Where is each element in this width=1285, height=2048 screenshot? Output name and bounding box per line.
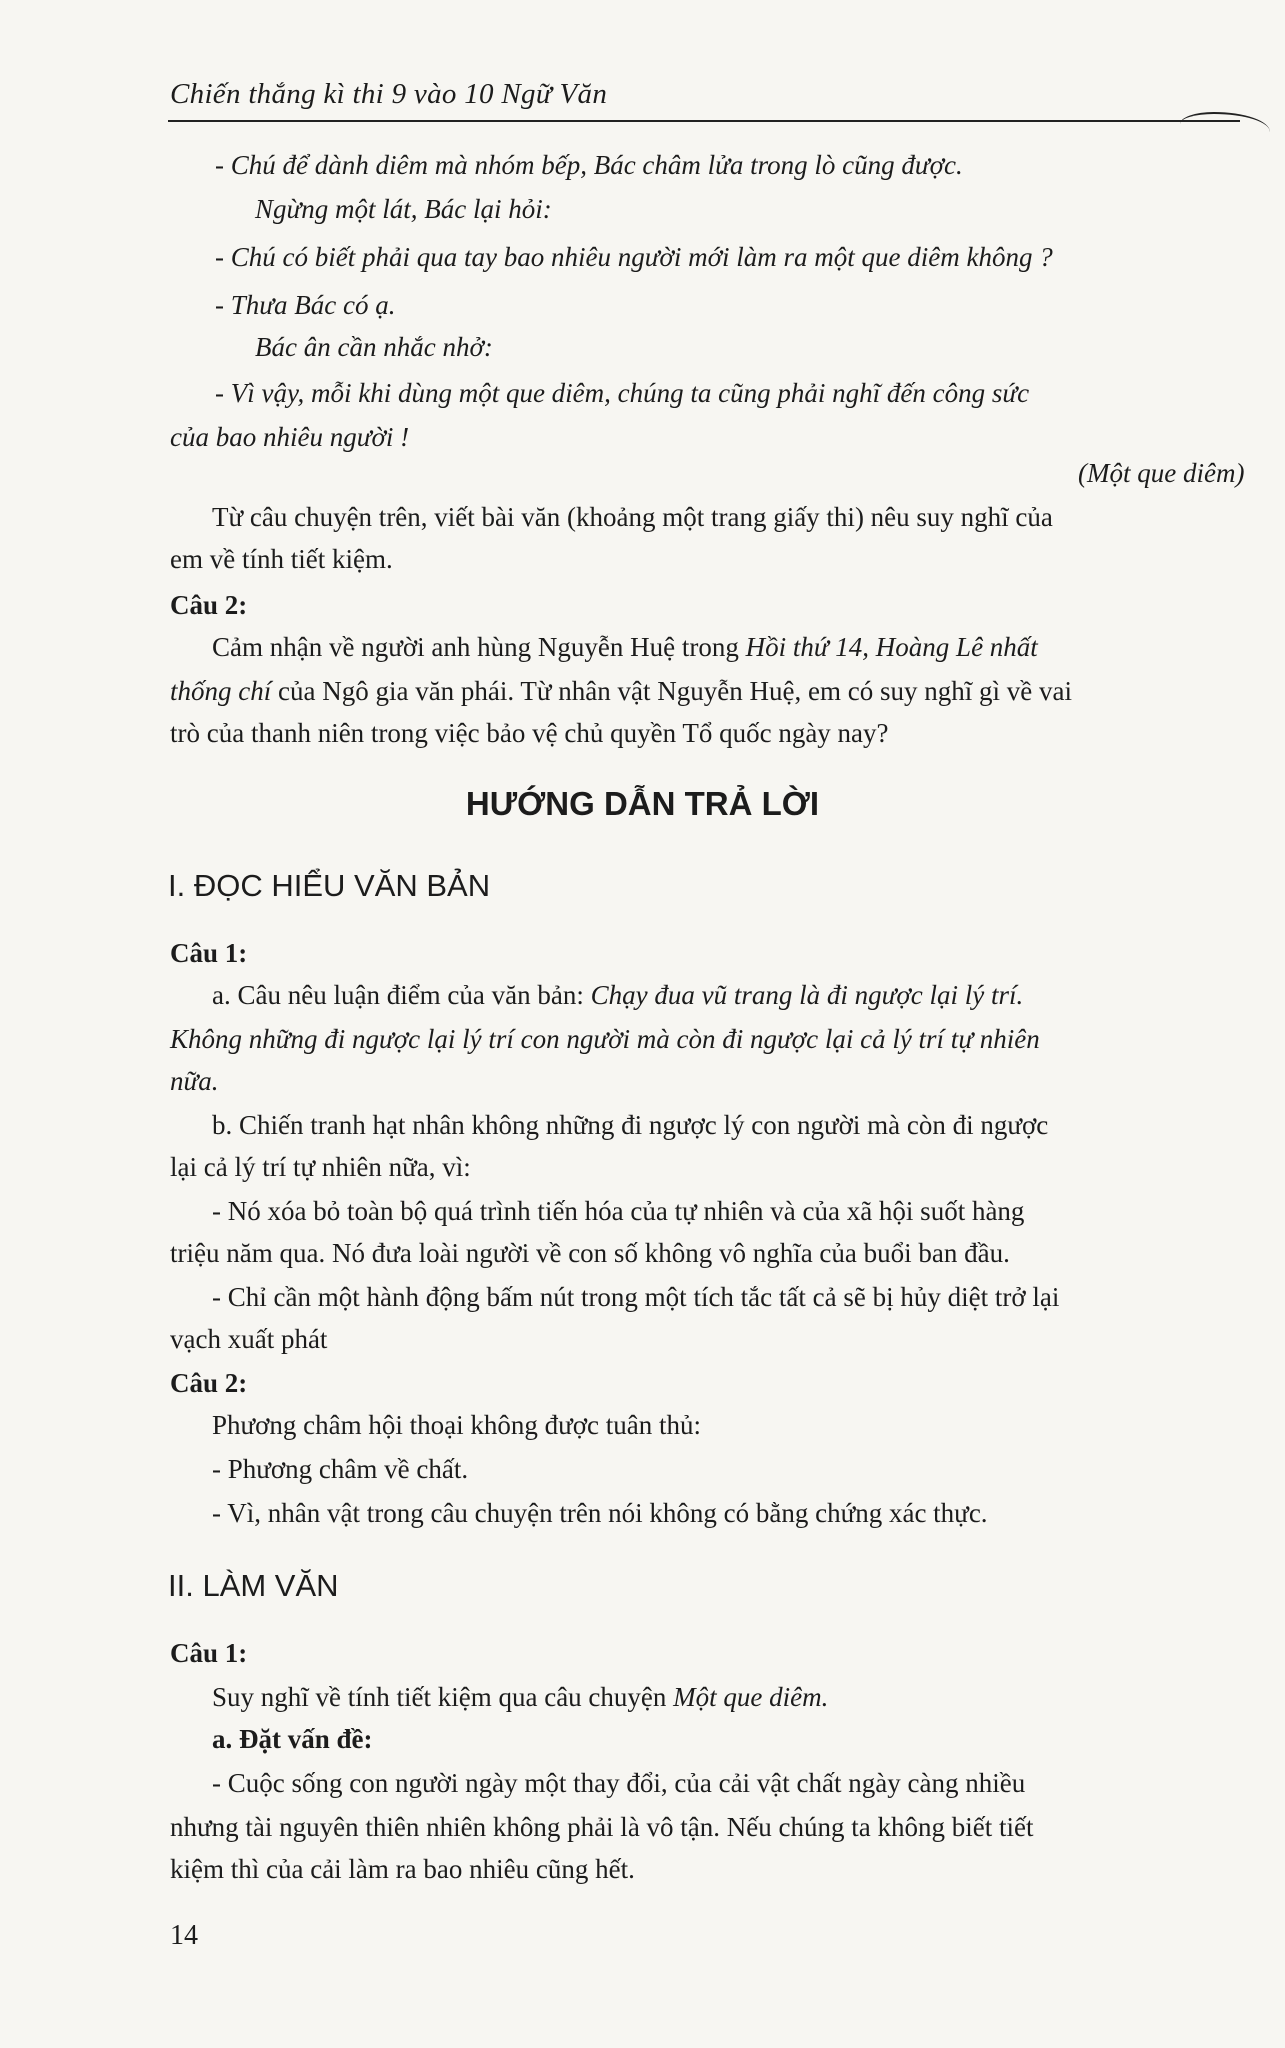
question-2-text: thống chí của Ngô gia văn phái. Từ nhân vật Nguyễn Huệ, em có suy nghĩ gì về vai — [170, 676, 1072, 706]
header-rule-curve — [1180, 112, 1270, 144]
answer-text: Phương châm hội thoại không được tuân thủ: — [212, 1410, 702, 1440]
answer-title: HƯỚNG DẪN TRẢ LỜI — [465, 785, 820, 822]
answer-q2-label: Câu 2: — [170, 1368, 248, 1398]
answer-text: - Cuộc sống con người ngày một thay đổi, của cải vật chất ngày càng nhiều — [212, 1768, 1026, 1798]
question-2-text: trò của thanh niên trong việc bảo vệ chủ quyền Tổ quốc ngày nay? — [170, 718, 889, 748]
answer-text: lại cả lý trí tự nhiên nữa, vì: — [170, 1152, 471, 1182]
question-1-text: Từ câu chuyện trên, viết bài văn (khoảng một trang giấy thi) nêu suy nghĩ của — [212, 502, 1053, 532]
answer-text: Suy nghĩ về tính tiết kiệm qua câu chuyện Một que diêm. — [212, 1682, 829, 1712]
section-heading: II. LÀM VĂN — [168, 1568, 339, 1603]
answer-text: triệu năm qua. Nó đưa loài người về con số không vô nghĩa của buổi ban đầu. — [170, 1238, 1010, 1268]
story-line: - Chú để dành diêm mà nhóm bếp, Bác châm lửa trong lò cũng được. — [215, 150, 963, 180]
question-2-label: Câu 2: — [170, 590, 248, 620]
answer-text: - Phương châm về chất. — [212, 1454, 469, 1484]
story-line: Ngừng một lát, Bác lại hỏi: — [255, 194, 552, 224]
question-1-text: em về tính tiết kiệm. — [170, 544, 393, 574]
answer-text: vạch xuất phát — [170, 1324, 328, 1354]
answer-q1-label: Câu 1: — [170, 938, 248, 968]
answer-text: kiệm thì của cải làm ra bao nhiêu cũng hết. — [170, 1854, 635, 1884]
answer-text: - Vì, nhân vật trong câu chuyện trên nói không có bằng chứng xác thực. — [212, 1498, 988, 1528]
header-rule — [168, 120, 1240, 122]
story-line: - Vì vậy, mỗi khi dùng một que diêm, chúng ta cũng phải nghĩ đến công sức — [215, 378, 1030, 408]
running-header: Chiến thắng kì thi 9 vào 10 Ngữ Văn — [170, 78, 608, 110]
section-heading: I. ĐỌC HIỂU VĂN BẢN — [168, 868, 491, 903]
answer-text: - Nó xóa bỏ toàn bộ quá trình tiến hóa của tự nhiên và của xã hội suốt hàng — [212, 1196, 1025, 1226]
story-line: của bao nhiêu người ! — [170, 422, 410, 452]
answer-text: - Chỉ cần một hành động bấm nút trong một tích tắc tất cả sẽ bị hủy diệt trở lại — [212, 1282, 1060, 1312]
answer-subheading: a. Đặt vấn đề: — [212, 1724, 373, 1754]
question-2-text: Cảm nhận về người anh hùng Nguyễn Huệ trong Hồi thứ 14, Hoàng Lê nhất — [212, 632, 1038, 662]
story-source: (Một que diêm) — [1078, 458, 1245, 488]
answer-text: nữa. — [170, 1066, 219, 1096]
answer-text: nhưng tài nguyên thiên nhiên không phải là vô tận. Nếu chúng ta không biết tiết — [170, 1812, 1034, 1842]
story-line: - Thưa Bác có ạ. — [215, 290, 396, 320]
page-number: 14 — [170, 1920, 198, 1951]
answer-text: b. Chiến tranh hạt nhân không những đi ngược lý con người mà còn đi ngược — [212, 1110, 1049, 1140]
answer-q1-label: Câu 1: — [170, 1638, 248, 1668]
story-line: Bác ân cần nhắc nhở: — [255, 332, 493, 362]
answer-text: a. Câu nêu luận điểm của văn bản: Chạy đua vũ trang là đi ngược lại lý trí. — [212, 980, 1024, 1010]
answer-text: Không những đi ngược lại lý trí con người mà còn đi ngược lại cả lý trí tự nhiên — [170, 1024, 1040, 1054]
story-line: - Chú có biết phải qua tay bao nhiêu người mới làm ra một que diêm không ? — [215, 242, 1053, 272]
